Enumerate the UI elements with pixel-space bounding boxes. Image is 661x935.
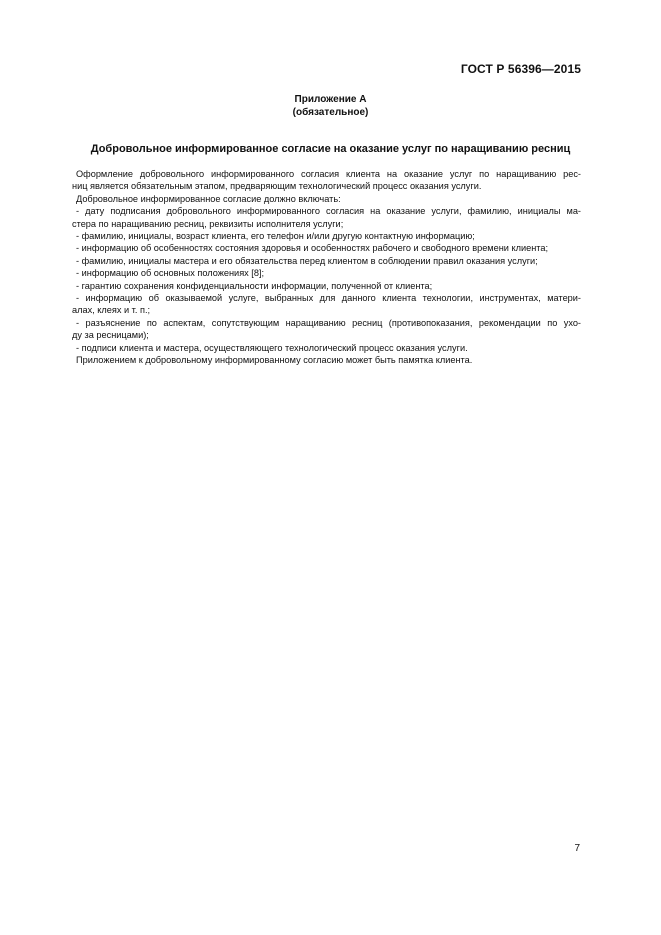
list-item-line: стера по наращиванию ресниц, реквизиты исполнителя услуги; (72, 218, 344, 229)
list-item-line: - информацию об основных положениях [8]; (76, 268, 265, 279)
section-title: Добровольное информированное согласие на оказание услуг по наращиванию ресниц (90, 143, 571, 155)
list-item-line: - информацию об особенностях состояния здоровья и особенностях рабочего и свободного времени клиента; (76, 243, 549, 254)
list-item-line: алах, клеях и т. п.; (72, 305, 151, 316)
page-number: 7 (574, 843, 580, 854)
paragraph-line: Добровольное информированное согласие должно включать: (76, 193, 341, 204)
list-item-line: ду за ресницами); (72, 330, 149, 341)
standard-code: ГОСТ Р 56396—2015 (460, 62, 581, 76)
paragraph-line: ниц является обязательным этапом, предваряющим технологический процесс оказания услуги. (72, 181, 482, 192)
list-item-line: - подписи клиента и мастера, осуществляющего технологический процесс оказания услуги. (76, 342, 468, 353)
list-item-line: - фамилию, инициалы, возраст клиента, его телефон и/или другую контактную информацию; (76, 231, 475, 242)
list-item-line: - гарантию сохранения конфиденциальности информации, полученной от клиента; (76, 280, 433, 291)
list-item-line: - фамилию, инициалы мастера и его обязательства перед клиентом в соблюдении правил оказания услуги; (76, 255, 538, 266)
paragraph-line: Приложением к добровольному информированному согласию может быть памятка клиента. (76, 355, 473, 366)
body-text (72, 168, 581, 367)
list-item-line: - разъяснение по аспектам, сопутствующим наращиванию ресниц (противопоказания, рекомендации по ухо- (76, 317, 581, 328)
appendix-label: Приложение А (294, 94, 367, 105)
list-item-line: - дату подписания добровольного информированного согласия на оказание услуги, фамилию, инициалы ма- (76, 206, 581, 217)
appendix-heading (0, 93, 661, 119)
list-item-line: - информацию об оказываемой услуге, выбранных для данного клиента технологии, инструментах, матери- (76, 293, 581, 304)
appendix-status: (обязательное) (292, 107, 369, 118)
paragraph-line: Оформление добровольного информированного согласия клиента на оказание услуг по наращиванию рес- (76, 169, 581, 179)
